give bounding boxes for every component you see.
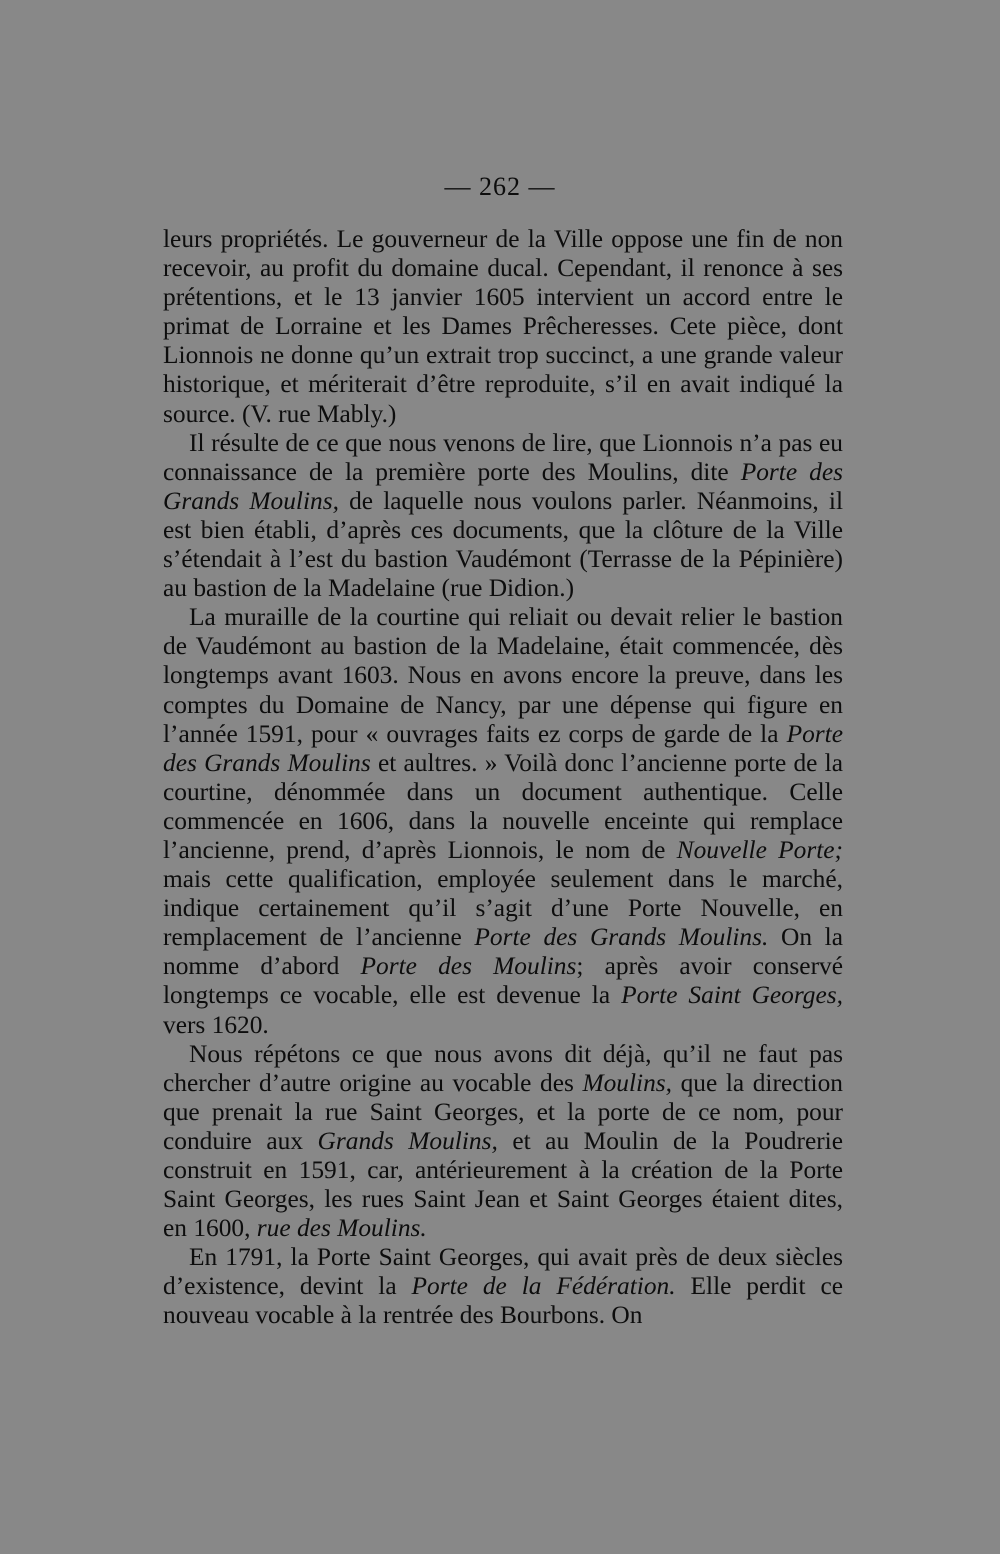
paragraph: [163, 1243, 843, 1330]
italic-text: Porte de la Fédération.: [411, 1272, 676, 1301]
italic-text: Grands Moulins,: [317, 1126, 498, 1155]
text-run: ; après avoir conservé longtemps ce vocable, elle est devenue la: [163, 952, 843, 1010]
text-run: Il résulte de ce que nous venons de lire, que Lionnois n’a pas eu connaissance de la première porte des Moulins, dite: [163, 428, 843, 486]
text-run: et au Moulin de la Poudrerie construit en 1591, car, antérieurement à la création de la Porte Saint Georges, les rues Saint Jean et Saint Georges étaient dites, en 1600,: [163, 1126, 843, 1243]
text-run: En 1791, la Porte Saint Georges, qui avait près de deux siècles d’existence, devint la: [163, 1243, 843, 1301]
paragraph: [163, 1040, 843, 1244]
text-run: que la direction que prenait la rue Saint Georges, et la porte de ce nom, pour conduire aux: [163, 1068, 843, 1155]
body-text: [163, 225, 843, 1331]
paragraph: [163, 429, 843, 604]
text-run: Elle perdit ce nouveau vocable à la rentrée des Bourbons. On: [163, 1272, 843, 1330]
text-run: mais cette qualification, employée seulement dans le marché, indique certainement qu’il s’agit d’une Porte Nouvelle, en remplacement de l’ancienne: [163, 865, 843, 952]
paragraph: [163, 225, 843, 429]
text-run: et aultres. » Voilà donc l’ancienne porte de la courtine, dénommée dans un document authentique. Celle commencée en 1606, dans la nouvelle enceinte qui remplace l’ancienne, prend, d’après Lionnois, le nom de: [163, 748, 844, 864]
italic-text: Porte des Grands Moulins.: [474, 923, 769, 952]
text-run: leurs propriétés. Le gouverneur de la Ville oppose une fin de non recevoir, au profit du domaine ducal. Cependant, il renonce à ses prétentions, et le 13 janvier 1605 intervient un accord entre le primat de Lorraine et les Dames Prêcheresses. Cete pièce, dont Lionnois ne donne qu’un extrait trop succinct, a une grande valeur historique, et mériterait d’être reproduite, s’il en avait indiqué la source. (V. rue Mably.): [163, 225, 843, 428]
italic-text: rue des Moulins.: [256, 1214, 427, 1243]
italic-text: Porte Saint Georges,: [621, 981, 844, 1010]
italic-text: Moulins,: [582, 1068, 673, 1097]
text-run: de laquelle nous voulons parler. Néanmoins, il est bien établi, d’après ces documents, que la clôture de la Ville s’étendait à l’est du bastion Vaudémont (Terrasse de la Pépinière) au bastion de la Madelaine (rue Didion.): [163, 486, 843, 603]
italic-text: Porte des Moulins: [360, 952, 577, 981]
italic-text: Porte des Grands Moulins,: [163, 457, 843, 515]
text-run: Nous répétons ce que nous avons dit déjà, qu’il ne faut pas chercher d’autre origine au vocable des: [163, 1039, 843, 1097]
italic-text: Nouvelle Porte;: [676, 835, 843, 864]
paragraph: [163, 603, 843, 1039]
text-run: La muraille de la courtine qui reliait ou devait relier le bastion de Vaudémont au bastion de la Madelaine, était commencée, dès longtemps avant 1603. Nous en avons encore la preuve, dans les comptes du Domaine de Nancy, par une dépense qui figure en l’année 1591, pour « ouvrages faits ez corps de garde de la: [163, 603, 843, 748]
italic-text: Porte des Grands Moulins: [163, 719, 843, 777]
text-run: On la nomme d’abord: [163, 923, 843, 981]
text-run: vers 1620.: [163, 1010, 269, 1039]
page-number: — 262 —: [444, 172, 556, 201]
